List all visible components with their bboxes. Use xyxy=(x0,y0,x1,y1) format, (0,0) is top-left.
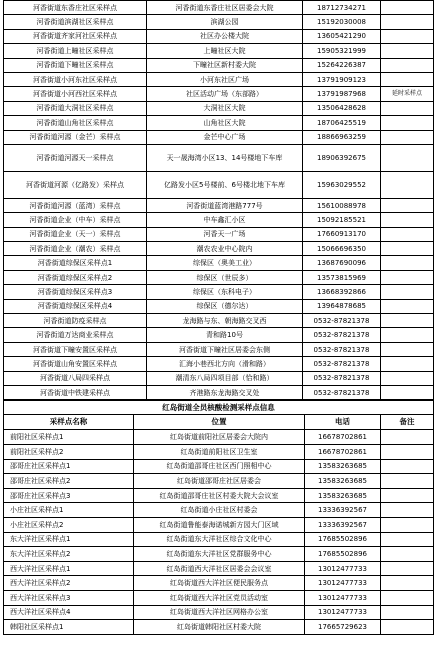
cell-note xyxy=(381,285,434,299)
cell-phone: 18866963259 xyxy=(303,130,381,144)
table-row xyxy=(4,605,434,620)
cell-site: 邵哥庄社区采样点3 xyxy=(4,488,134,503)
header-note: 备注 xyxy=(381,415,434,430)
table-row xyxy=(4,227,434,241)
cell-note xyxy=(381,444,434,459)
cell-location: 社区活动广场（东部路） xyxy=(147,87,303,101)
header-phone: 电话 xyxy=(305,415,381,430)
cell-note xyxy=(381,503,434,518)
cell-site: 前阳社区采样点1 xyxy=(4,430,134,445)
cell-phone: 18712734271 xyxy=(303,1,381,15)
table-row xyxy=(4,547,434,562)
cell-phone: 13336392567 xyxy=(305,503,381,518)
table-row xyxy=(4,620,434,635)
cell-phone: 15192030008 xyxy=(303,15,381,29)
cell-site: 河香街道下疃安置区采样点 xyxy=(4,342,147,356)
cell-location: 潮清东八局四项目部（恰和路） xyxy=(147,371,303,385)
cell-site: 河香街道企业（潮农）采样点 xyxy=(4,242,147,256)
table-row xyxy=(4,532,434,547)
cell-phone: 13506428628 xyxy=(303,101,381,115)
cell-location: 红岛街道前阳社区居委会大院内 xyxy=(134,430,305,445)
cell-note xyxy=(381,488,434,503)
table-row xyxy=(4,213,434,227)
table-row xyxy=(4,171,434,198)
table-row xyxy=(4,503,434,518)
cell-site: 河香街道山角安置区采样点 xyxy=(4,357,147,371)
cell-phone: 0532-87821378 xyxy=(303,328,381,342)
cell-note xyxy=(381,342,434,356)
cell-phone: 15092185521 xyxy=(303,213,381,227)
cell-phone: 13687690096 xyxy=(303,256,381,270)
cell-location: 红岛街道前阳社区卫生室 xyxy=(134,444,305,459)
cell-site: 河香街道八局四采样点 xyxy=(4,371,147,385)
cell-phone: 13583263685 xyxy=(305,488,381,503)
cell-site: 河香街道大洞社区采样点 xyxy=(4,101,147,115)
cell-phone: 17685502896 xyxy=(305,532,381,547)
cell-location: 社区办公楼大院 xyxy=(147,29,303,43)
table-row xyxy=(4,357,434,371)
cell-phone: 17685502896 xyxy=(305,547,381,562)
table-row xyxy=(4,517,434,532)
table-row xyxy=(4,590,434,605)
cell-location: 综保区（奥美工业） xyxy=(147,256,303,270)
cell-phone: 13583263685 xyxy=(305,459,381,474)
cell-location: 红岛街道邵哥庄社区居委会 xyxy=(134,474,305,489)
cell-note xyxy=(381,270,434,284)
cell-location: 综保区（德尔达） xyxy=(147,299,303,313)
cell-note xyxy=(381,130,434,144)
cell-phone: 15264226387 xyxy=(303,58,381,72)
cell-location: 红岛街道鲁能泰海诺城新方园大门区域 xyxy=(134,517,305,532)
cell-note xyxy=(381,256,434,270)
cell-note xyxy=(381,605,434,620)
cell-site: 小庄社区采样点2 xyxy=(4,517,134,532)
cell-phone: 13012477733 xyxy=(305,605,381,620)
cell-location: 红岛街道西大洋社区居委会会议室 xyxy=(134,561,305,576)
cell-location: 红岛街道西大洋社区网格办公室 xyxy=(134,605,305,620)
cell-phone: 13791987968 xyxy=(303,87,381,101)
cell-location: 河香街道下疃社区居委会东侧 xyxy=(147,342,303,356)
cell-site: 西大洋社区采样点2 xyxy=(4,576,134,591)
cell-note xyxy=(381,371,434,385)
cell-phone: 18906392675 xyxy=(303,144,381,171)
cell-note xyxy=(381,299,434,313)
cell-phone: 13791909123 xyxy=(303,72,381,86)
cell-location: 综保区（世辰多） xyxy=(147,270,303,284)
cell-note xyxy=(381,227,434,241)
cell-location: 大洞社区大院 xyxy=(147,101,303,115)
cell-site: 西大洋社区采样点4 xyxy=(4,605,134,620)
table-row xyxy=(4,256,434,270)
cell-site: 河香街道东香庄社区采样点 xyxy=(4,1,147,15)
cell-note xyxy=(381,328,434,342)
cell-note xyxy=(381,144,434,171)
cell-note xyxy=(381,44,434,58)
cell-site: 河香街道滨湖社区采样点 xyxy=(4,15,147,29)
cell-site: 河香街道河源天一采样点 xyxy=(4,144,147,171)
cell-location: 滨湖公园 xyxy=(147,15,303,29)
cell-phone: 0532-87821378 xyxy=(303,385,381,399)
cell-site: 前阳社区采样点2 xyxy=(4,444,134,459)
cell-phone: 15963029552 xyxy=(303,171,381,198)
cell-site: 河香街道综保区采样点2 xyxy=(4,270,147,284)
cell-site: 河香街道小河西社区采样点 xyxy=(4,87,147,101)
cell-site: 河香街道河源（亿路发）采样点 xyxy=(4,171,147,198)
cell-location: 红岛街道东大洋社区党群服务中心 xyxy=(134,547,305,562)
cell-note xyxy=(381,474,434,489)
cell-note xyxy=(381,385,434,399)
table-row xyxy=(4,444,434,459)
cell-site: 河香街道齐家河社区采样点 xyxy=(4,29,147,43)
cell-note xyxy=(381,314,434,328)
cell-note xyxy=(381,198,434,212)
cell-site: 河香街道企业（中车）采样点 xyxy=(4,213,147,227)
cell-site: 河香街道综保区采样点4 xyxy=(4,299,147,313)
cell-location: 汇海小巷西北方向（滑和路） xyxy=(147,357,303,371)
cell-note xyxy=(381,101,434,115)
table-row xyxy=(4,314,434,328)
table-row xyxy=(4,242,434,256)
cell-phone: 16678702861 xyxy=(305,444,381,459)
cell-phone: 13012477733 xyxy=(305,576,381,591)
table-row xyxy=(4,130,434,144)
cell-location: 龙海路与东、朝海路交叉西 xyxy=(147,314,303,328)
cell-phone: 13573815969 xyxy=(303,270,381,284)
cell-note xyxy=(381,532,434,547)
cell-location: 红岛街道西大洋社区党员活动室 xyxy=(134,590,305,605)
cell-location: 红岛街道邵哥庄社区西门照相中心 xyxy=(134,459,305,474)
table-row xyxy=(4,58,434,72)
cell-site: 河香街道河源（蓝湾）采样点 xyxy=(4,198,147,212)
cell-note xyxy=(381,430,434,445)
cell-phone: 13964878685 xyxy=(303,299,381,313)
cell-site: 河香街道防疫采样点 xyxy=(4,314,147,328)
table-row xyxy=(4,198,434,212)
cell-note xyxy=(381,15,434,29)
cell-note xyxy=(381,576,434,591)
cell-note xyxy=(381,171,434,198)
cell-phone: 0532-87821378 xyxy=(303,314,381,328)
cell-phone: 17665729623 xyxy=(305,620,381,635)
cell-phone: 0532-87821378 xyxy=(303,371,381,385)
cell-location: 山角社区大院 xyxy=(147,116,303,130)
cell-note xyxy=(381,620,434,635)
hongdao-sampling-table xyxy=(3,400,434,634)
cell-location: 红岛街道邵哥庄社区村委大院大会议室 xyxy=(134,488,305,503)
table-row xyxy=(4,101,434,115)
cell-phone: 13012477733 xyxy=(305,590,381,605)
cell-location: 亿路发小区5号楼前、6号楼北地下车库 xyxy=(147,171,303,198)
cell-phone: 16678702861 xyxy=(305,430,381,445)
cell-site: 西大洋社区采样点3 xyxy=(4,590,134,605)
table-row xyxy=(4,328,434,342)
table-row xyxy=(4,474,434,489)
cell-location: 金芒中心广场 xyxy=(147,130,303,144)
cell-phone: 18706425519 xyxy=(303,116,381,130)
cell-site: 河香街道下疃社区采样点 xyxy=(4,58,147,72)
cell-note xyxy=(381,72,434,86)
table-row xyxy=(4,270,434,284)
cell-location: 潮农农业中心院内 xyxy=(147,242,303,256)
table-row xyxy=(4,299,434,313)
cell-location: 红岛街道小庄社区村委会 xyxy=(134,503,305,518)
cell-phone: 15066696350 xyxy=(303,242,381,256)
cell-site: 河香街道山角社区采样点 xyxy=(4,116,147,130)
cell-phone: 0532-87821378 xyxy=(303,357,381,371)
cell-site: 河香街道河源（金芒）采样点 xyxy=(4,130,147,144)
table-row xyxy=(4,385,434,399)
table-row xyxy=(4,29,434,43)
table-title-row xyxy=(4,401,434,415)
cell-location: 河香天一广场 xyxy=(147,227,303,241)
cell-location: 上疃社区大院 xyxy=(147,44,303,58)
table-row xyxy=(4,285,434,299)
cell-phone: 17660913170 xyxy=(303,227,381,241)
cell-site: 河香街道小河东社区采样点 xyxy=(4,72,147,86)
cell-note xyxy=(381,213,434,227)
cell-note xyxy=(381,590,434,605)
cell-phone: 13583263685 xyxy=(305,474,381,489)
cell-note xyxy=(381,517,434,532)
cell-location: 红岛街道西大洋社区便民服务点 xyxy=(134,576,305,591)
cell-site: 河香街道综保区采样点3 xyxy=(4,285,147,299)
table-row xyxy=(4,488,434,503)
table-row xyxy=(4,116,434,130)
cell-location: 河香街道蓝湾港路777号 xyxy=(147,198,303,212)
cell-note xyxy=(381,58,434,72)
cell-note xyxy=(381,242,434,256)
cell-location: 红岛街道东大洋社区综合文化中心 xyxy=(134,532,305,547)
table-header-row xyxy=(4,415,434,430)
cell-location: 下疃社区新村委大院 xyxy=(147,58,303,72)
cell-location: 天一晟海湾小区13、14号楼地下车库 xyxy=(147,144,303,171)
cell-site: 河香街道企业（天一）采样点 xyxy=(4,227,147,241)
cell-location: 红岛街道韩阳社区村委大院 xyxy=(134,620,305,635)
cell-phone: 13668392866 xyxy=(303,285,381,299)
cell-site: 邵哥庄社区采样点1 xyxy=(4,459,134,474)
table-row xyxy=(4,1,434,15)
table-row xyxy=(4,371,434,385)
cell-location: 河香街道东香庄社区居委会大院 xyxy=(147,1,303,15)
cell-site: 河香街道万达商业采样点 xyxy=(4,328,147,342)
cell-phone: 13012477733 xyxy=(305,561,381,576)
table-row xyxy=(4,72,434,86)
table-row xyxy=(4,459,434,474)
cell-site: 韩阳社区采样点1 xyxy=(4,620,134,635)
cell-note xyxy=(381,29,434,43)
cell-site: 西大洋社区采样点1 xyxy=(4,561,134,576)
cell-site: 东大洋社区采样点1 xyxy=(4,532,134,547)
cell-location: 青和路10号 xyxy=(147,328,303,342)
cell-site: 邵哥庄社区采样点2 xyxy=(4,474,134,489)
table-row xyxy=(4,342,434,356)
table-row xyxy=(4,87,434,101)
cell-note xyxy=(381,547,434,562)
cell-phone: 15610088978 xyxy=(303,198,381,212)
cell-site: 东大洋社区采样点2 xyxy=(4,547,134,562)
cell-site: 河香街道上疃社区采样点 xyxy=(4,44,147,58)
cell-note xyxy=(381,357,434,371)
sampling-point-sheet xyxy=(3,0,433,635)
cell-location: 综保区（东科电子） xyxy=(147,285,303,299)
hexiang-sampling-table xyxy=(3,0,434,400)
cell-note xyxy=(381,116,434,130)
cell-phone: 13336392567 xyxy=(305,517,381,532)
header-location: 位置 xyxy=(134,415,305,430)
cell-note xyxy=(381,459,434,474)
cell-phone: 13605421290 xyxy=(303,29,381,43)
cell-site: 河香街道中铁建采样点 xyxy=(4,385,147,399)
table-row xyxy=(4,561,434,576)
cell-note xyxy=(381,1,434,15)
table-title: 红岛街道全员核酸检测采样点信息 xyxy=(4,401,434,415)
table-row xyxy=(4,430,434,445)
cell-location: 中车鑫汇小区 xyxy=(147,213,303,227)
cell-location: 小河东社区广场 xyxy=(147,72,303,86)
cell-note: 延时采样点 xyxy=(381,87,434,101)
table-row xyxy=(4,576,434,591)
table-row xyxy=(4,44,434,58)
cell-site: 小庄社区采样点1 xyxy=(4,503,134,518)
header-site: 采样点名称 xyxy=(4,415,134,430)
table-row xyxy=(4,144,434,171)
cell-location: 齐港路东龙海路交叉处 xyxy=(147,385,303,399)
table-row xyxy=(4,15,434,29)
cell-phone: 0532-87821378 xyxy=(303,342,381,356)
cell-note xyxy=(381,561,434,576)
cell-site: 河香街道综保区采样点1 xyxy=(4,256,147,270)
cell-phone: 15905321999 xyxy=(303,44,381,58)
